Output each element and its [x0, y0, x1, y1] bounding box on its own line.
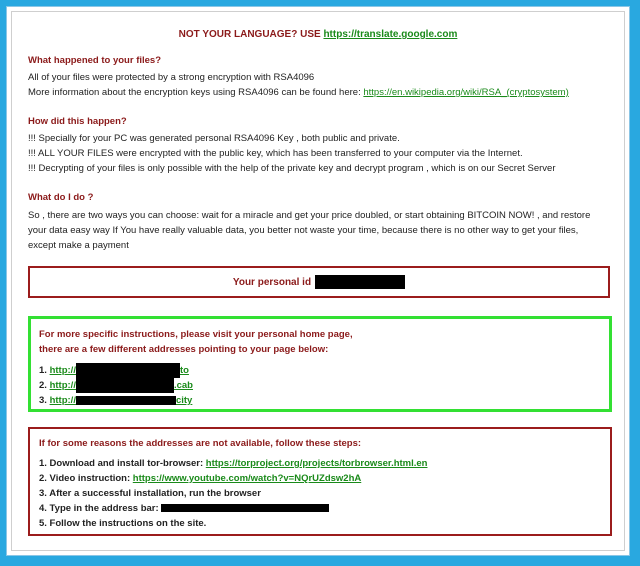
- text-line: All of your files were protected by a strong encryption with RSA4096: [28, 72, 315, 83]
- address-number: 3.: [39, 395, 47, 407]
- address-link-end: city: [175, 395, 193, 407]
- instructions-box: [28, 316, 612, 412]
- text-line: !!! Specially for your PC was generated personal RSA4096 Key , both public and private.: [28, 133, 400, 144]
- heading-what-do-i-do: What do I do ?: [28, 192, 94, 203]
- step-2: [39, 471, 601, 486]
- text-line: [28, 85, 608, 100]
- step-4: [39, 501, 601, 516]
- text-line: !!! Decrypting of your files is only possible with the help of the private key and decrypt program , which is on our Secret Server: [28, 163, 556, 174]
- step-text: 1. Download and install tor-browser:: [39, 458, 204, 469]
- address-link-2[interactable]: [50, 380, 193, 391]
- redacted-address: [76, 378, 174, 393]
- address-link-start: http://: [49, 365, 76, 377]
- heading-how-did-this-happen: How did this happen?: [28, 116, 127, 127]
- steps-title: If for some reasons the addresses are not available, follow these steps:: [39, 438, 362, 449]
- language-notice-text: NOT YOUR LANGUAGE? USE: [178, 29, 321, 40]
- redacted-address: [161, 504, 329, 512]
- personal-id-label: Your personal id: [232, 276, 312, 288]
- redacted-personal-id: [315, 275, 405, 289]
- paragraph-what-happened: [28, 70, 608, 100]
- instructions-title-line: there are a few different addresses pointing to your page below:: [39, 344, 329, 355]
- address-link-3[interactable]: [50, 395, 193, 406]
- text-line: So , there are two ways you can choose: wait for a miracle and get your price doubled, or start obtaining BITCOIN NOW! , and restore: [28, 210, 591, 221]
- address-link-start: http://: [49, 395, 76, 407]
- step-1: [39, 456, 601, 471]
- ransom-note-document: [11, 11, 625, 551]
- step-5: 5. Follow the instructions on the site.: [39, 518, 207, 529]
- text-fragment: More information about the encryption keys using RSA4096 can be found here:: [28, 87, 361, 98]
- step-3: 3. After a successful installation, run the browser: [39, 488, 261, 499]
- instructions-title-line: For more specific instructions, please visit your personal home page,: [39, 329, 353, 340]
- text-line: except make a payment: [28, 240, 129, 251]
- tor-download-link[interactable]: https://torproject.org/projects/torbrowser.html.en: [205, 458, 428, 469]
- video-instruction-link[interactable]: https://www.youtube.com/watch?v=NQrUZdsw2hA: [132, 473, 362, 484]
- wikipedia-link[interactable]: https://en.wikipedia.org/wiki/RSA_(cryptosystem): [363, 87, 569, 98]
- address-item-2: [39, 378, 601, 393]
- language-notice: [12, 29, 624, 40]
- address-list: [39, 363, 601, 408]
- address-item-3: [39, 393, 601, 408]
- text-line: !!! ALL YOUR FILES were encrypted with the public key, which has been transferred to your computer via the Internet.: [28, 148, 523, 159]
- fallback-steps-box: [28, 427, 612, 536]
- paragraph-what-do-i-do: [28, 208, 608, 253]
- step-text: 4. Type in the address bar:: [39, 503, 159, 514]
- redacted-address: [76, 363, 180, 378]
- address-link-end: to: [179, 365, 189, 377]
- redacted-address: [76, 396, 176, 405]
- address-item-1: [39, 363, 601, 378]
- address-number: 2.: [39, 380, 47, 392]
- address-link-1[interactable]: [50, 365, 189, 376]
- personal-id-box: [28, 266, 610, 298]
- step-text: 2. Video instruction:: [39, 473, 131, 484]
- text-line: your data easy way If You have really valuable data, you better not waste your time, because there is no other way to get your files,: [28, 225, 579, 236]
- heading-what-happened: What happened to your files?: [28, 55, 162, 66]
- translate-link[interactable]: https://translate.google.com: [323, 29, 458, 40]
- address-link-start: http://: [49, 380, 76, 392]
- address-link-end: .cab: [173, 380, 193, 392]
- paragraph-how-did-this-happen: [28, 131, 608, 176]
- address-number: 1.: [39, 365, 47, 377]
